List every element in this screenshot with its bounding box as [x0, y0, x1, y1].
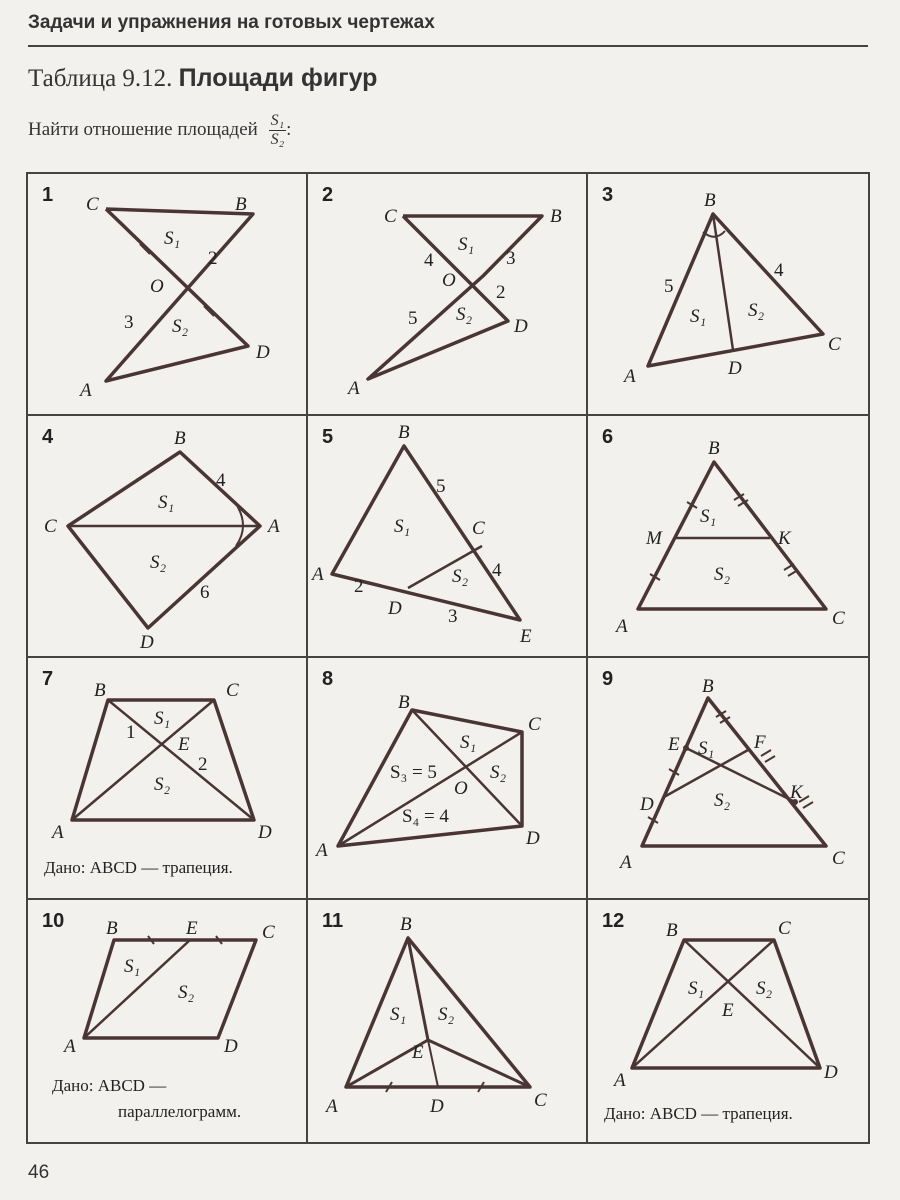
svg-text:C: C: [472, 518, 485, 539]
svg-text:B: B: [398, 422, 410, 443]
svg-text:S₃ = 5: S₃ = 5: [390, 762, 437, 783]
svg-text:C: C: [226, 680, 239, 701]
svg-text:S₂: S₂: [748, 300, 765, 321]
svg-text:E: E: [668, 734, 680, 755]
svg-text:C: C: [832, 848, 845, 869]
svg-text:S₂: S₂: [456, 304, 473, 325]
svg-text:B: B: [106, 918, 118, 939]
problems-grid: [26, 172, 870, 1144]
problem-number: 12: [602, 910, 625, 932]
svg-text:S₁: S₁: [698, 738, 715, 759]
svg-text:K: K: [778, 528, 791, 549]
ratio-denominator: S₂: [270, 131, 285, 148]
svg-text:6: 6: [200, 582, 210, 603]
svg-text:D: D: [824, 1062, 838, 1083]
svg-text:3: 3: [506, 248, 516, 269]
svg-text:B: B: [550, 206, 562, 227]
problem-cell-1: [28, 174, 308, 416]
svg-text:5: 5: [408, 308, 418, 329]
problem-number: 1: [42, 184, 54, 206]
svg-text:E: E: [186, 918, 198, 939]
svg-text:S₂: S₂: [178, 982, 195, 1003]
svg-text:E: E: [412, 1042, 424, 1063]
svg-text:2: 2: [354, 576, 364, 597]
problem-cell-7: [28, 658, 308, 900]
svg-text:C: C: [86, 194, 99, 215]
svg-text:S₂: S₂: [172, 316, 189, 337]
figure-3: [588, 174, 868, 416]
svg-text:S₁: S₁: [158, 492, 175, 513]
instruction-suffix: :: [286, 118, 292, 140]
figure-9: [588, 658, 868, 900]
running-header: [28, 12, 868, 46]
svg-text:A: A: [616, 616, 628, 637]
svg-text:A: A: [620, 852, 632, 873]
svg-text:3: 3: [448, 606, 458, 627]
svg-text:S₁: S₁: [164, 228, 181, 249]
svg-text:C: C: [262, 922, 275, 943]
figure-11: [308, 900, 588, 1142]
svg-text:D: D: [224, 1036, 238, 1057]
svg-text:B: B: [704, 190, 716, 211]
problem-number: 5: [322, 426, 334, 448]
figure-4: [28, 416, 308, 658]
svg-text:D: D: [256, 342, 270, 363]
svg-text:S₄ = 4: S₄ = 4: [402, 806, 449, 827]
svg-text:S₁: S₁: [460, 732, 477, 753]
svg-text:D: D: [388, 598, 402, 619]
svg-text:C: C: [534, 1090, 547, 1111]
svg-text:B: B: [666, 920, 678, 941]
svg-text:C: C: [528, 714, 541, 735]
svg-text:2: 2: [198, 754, 208, 775]
svg-text:S₂: S₂: [438, 1004, 455, 1025]
svg-text:2: 2: [208, 248, 218, 269]
svg-text:S₂: S₂: [150, 552, 167, 573]
svg-text:B: B: [702, 676, 714, 697]
figure-1: [28, 174, 308, 416]
svg-text:B: B: [398, 692, 410, 713]
svg-text:A: A: [80, 380, 92, 401]
svg-text:S₂: S₂: [490, 762, 507, 783]
given-text: Дано: ABCD — трапеция.: [604, 1104, 793, 1123]
svg-text:5: 5: [436, 476, 446, 497]
svg-text:4: 4: [774, 260, 784, 281]
ratio-fraction: [269, 112, 287, 149]
table-title-name: Площади фигур: [178, 64, 378, 92]
svg-text:D: D: [430, 1096, 444, 1117]
figure-6: [588, 416, 868, 658]
svg-text:O: O: [442, 270, 456, 291]
svg-text:S₁: S₁: [688, 978, 705, 999]
given-text-line1: Дано: ABCD —: [52, 1076, 167, 1095]
problem-cell-5: [308, 416, 588, 658]
problem-number: 3: [602, 184, 614, 206]
figure-8: [308, 658, 588, 900]
figure-5: [308, 416, 588, 658]
header-rule: [28, 45, 868, 47]
svg-text:4: 4: [492, 560, 502, 581]
problem-number: 11: [322, 910, 344, 932]
svg-text:O: O: [454, 778, 468, 799]
svg-text:S₂: S₂: [756, 978, 773, 999]
svg-text:S₁: S₁: [124, 956, 141, 977]
problem-number: 10: [42, 910, 65, 932]
svg-text:S₁: S₁: [390, 1004, 407, 1025]
svg-text:D: D: [140, 632, 154, 653]
problem-number: 4: [42, 426, 54, 448]
svg-text:1: 1: [126, 722, 136, 743]
svg-text:C: C: [384, 206, 397, 227]
problem-cell-2: [308, 174, 588, 416]
page-number: 46: [28, 1162, 50, 1183]
svg-text:A: A: [348, 378, 360, 399]
svg-text:B: B: [708, 438, 720, 459]
problem-number: 9: [602, 668, 614, 690]
svg-text:D: D: [258, 822, 272, 843]
svg-text:O: O: [150, 276, 164, 297]
svg-text:D: D: [640, 794, 654, 815]
svg-text:D: D: [514, 316, 528, 337]
svg-text:4: 4: [424, 250, 434, 271]
ratio-numerator: S₁: [270, 112, 285, 129]
svg-text:A: A: [614, 1070, 626, 1091]
svg-text:S₁: S₁: [458, 234, 475, 255]
svg-text:S₂: S₂: [714, 790, 731, 811]
problem-number: 7: [42, 668, 54, 690]
svg-text:2: 2: [496, 282, 506, 303]
svg-text:C: C: [828, 334, 841, 355]
figure-2: [308, 174, 588, 416]
table-title: [28, 64, 377, 93]
given-text: Дано: ABCD — трапеция.: [44, 858, 233, 877]
problem-cell-10: [28, 900, 308, 1142]
problem-cell-8: [308, 658, 588, 900]
problem-number: 2: [322, 184, 334, 206]
problem-cell-4: [28, 416, 308, 658]
problem-cell-9: [588, 658, 868, 900]
svg-text:S₁: S₁: [690, 306, 707, 327]
svg-text:S₂: S₂: [452, 566, 469, 587]
svg-text:C: C: [832, 608, 845, 629]
svg-text:A: A: [64, 1036, 76, 1057]
svg-text:C: C: [778, 918, 791, 939]
svg-text:A: A: [268, 516, 280, 537]
svg-text:A: A: [624, 366, 636, 387]
problem-number: 6: [602, 426, 614, 448]
svg-text:4: 4: [216, 470, 226, 491]
svg-text:D: D: [728, 358, 742, 379]
problem-cell-6: [588, 416, 868, 658]
svg-text:M: M: [646, 528, 662, 549]
svg-text:E: E: [178, 734, 190, 755]
svg-text:C: C: [44, 516, 57, 537]
svg-text:A: A: [316, 840, 328, 861]
svg-text:K: K: [790, 782, 803, 803]
svg-text:B: B: [174, 428, 186, 449]
problem-cell-11: [308, 900, 588, 1142]
problem-cell-3: [588, 174, 868, 416]
svg-text:A: A: [312, 564, 324, 585]
svg-text:E: E: [722, 1000, 734, 1021]
svg-text:S₁: S₁: [700, 506, 717, 527]
running-title: Задачи и упражнения на готовых чертежах: [28, 12, 435, 33]
svg-text:A: A: [326, 1096, 338, 1117]
instruction-text: Найти отношение площадей: [28, 118, 258, 140]
svg-text:S₁: S₁: [394, 516, 411, 537]
table-title-prefix: Таблица 9.12.: [28, 65, 173, 92]
svg-text:5: 5: [664, 276, 674, 297]
given-text-line2: параллелограмм.: [118, 1102, 242, 1121]
svg-text:3: 3: [124, 312, 134, 333]
svg-text:F: F: [754, 732, 766, 753]
svg-text:S₁: S₁: [154, 708, 171, 729]
svg-text:D: D: [526, 828, 540, 849]
svg-text:E: E: [520, 626, 532, 647]
svg-text:B: B: [400, 914, 412, 935]
svg-text:S₂: S₂: [714, 564, 731, 585]
svg-text:B: B: [94, 680, 106, 701]
svg-text:S₂: S₂: [154, 774, 171, 795]
svg-text:B: B: [235, 194, 247, 215]
svg-text:A: A: [52, 822, 64, 843]
problem-number: 8: [322, 668, 334, 690]
problem-cell-12: [588, 900, 868, 1142]
instruction: [28, 112, 291, 149]
